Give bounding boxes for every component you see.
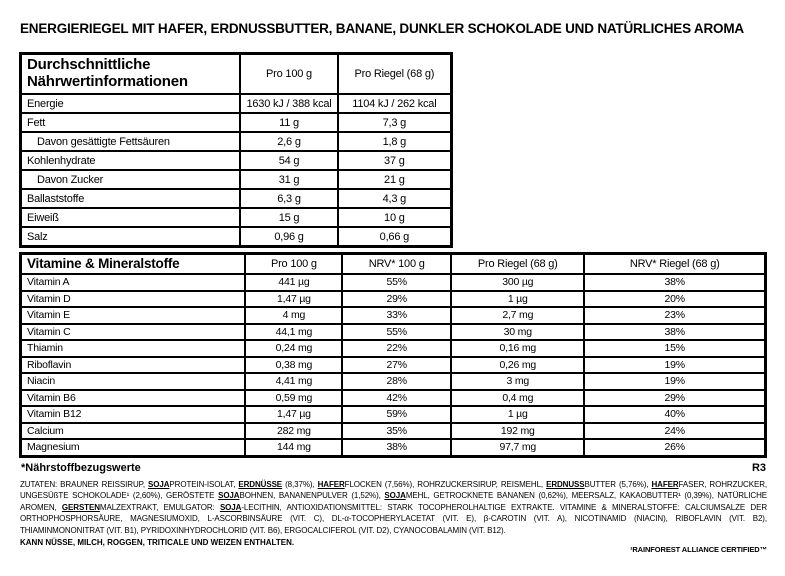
certification-note: ¹RAINFOREST ALLIANCE CERTIFIED™ [629, 545, 767, 554]
allergen-term: SOJA [384, 491, 406, 501]
table-row [21, 423, 766, 440]
row-value: 59% [342, 406, 451, 423]
vitamins-minerals-table [19, 252, 767, 458]
row-value: 11 g [240, 113, 337, 132]
ingredient-text-segment: -LECITHIN, ANTIOXIDATIONSMITTEL: STARK TOCOPHEROLHALTIGE EXTRAKTE. VITAMINE & MINERALSTOFFE: CALCIUMSALZE DER ORTHOPHOSPHORSÄURE, MAGNESIUMOXID, L-ASCORBINSÄURE (VIT. C), DL-α-TOCOPHERYLACETAT (VIT. E), β-CAROTIN (VIT. A), NICOTINAMID (NIACIN), RIBOFLAVIN (VIT. B2), THIAMINMONONITRAT (VIT. B1), PYRIDOXINHYDROCHLORID (VIT. B6), ERGOCALCIFEROL (VIT. D2), CYANOCOBALAMIN (VIT. B12). [20, 502, 768, 535]
table-row [21, 170, 452, 189]
row-value: 31 g [240, 170, 337, 189]
row-value: 3 mg [451, 373, 584, 390]
row-value: 192 mg [451, 423, 584, 440]
table-row [21, 113, 452, 132]
row-value: 27% [342, 357, 451, 374]
ingredient-text-segment: PROTEIN-ISOLAT, [169, 479, 239, 489]
row-value: 1,8 g [338, 132, 452, 151]
column-header: Pro 100 g [240, 54, 337, 95]
ingredient-text-segment: BUTTER (5,76%), [584, 479, 652, 489]
table-row [21, 208, 452, 227]
table-row [21, 291, 766, 308]
row-value: 1 µg [451, 291, 584, 308]
row-value: 40% [584, 406, 765, 423]
allergen-term: HAFER [317, 479, 345, 489]
nrv-footnote: *Nährstoffbezugswerte [21, 461, 141, 474]
table-row [21, 132, 452, 151]
table-row [21, 324, 766, 341]
ingredient-text-segment: ZUTATEN: BRAUNER REISSIRUP, [20, 479, 149, 489]
row-label: Vitamin E [21, 307, 246, 324]
nutrition-table [19, 52, 453, 248]
row-value: 29% [342, 291, 451, 308]
row-label: Vitamin B12 [21, 406, 246, 423]
row-value: 35% [342, 423, 451, 440]
table-row [21, 406, 766, 423]
row-label: Eiweiß [21, 208, 241, 227]
product-title: ENERGIERIEGEL MIT HAFER, ERDNUSSBUTTER, BANANE, DUNKLER SCHOKOLADE UND NATÜRLICHES AROMA [20, 21, 744, 36]
ingredient-text-segment: FASER, ROHRZUCKER, UNGESÜßTE SCHOKOLADE¹ (2,60%), GERÖSTETE [20, 479, 768, 501]
table-row [21, 390, 766, 407]
nutrition-table-header-row [21, 54, 452, 95]
row-value: 23% [584, 307, 765, 324]
row-label: Calcium [21, 423, 246, 440]
table-row [21, 307, 766, 324]
row-value: 15% [584, 340, 765, 357]
allergen-term: SOJA [219, 502, 242, 512]
row-value: 282 mg [245, 423, 342, 440]
row-value: 2,7 mg [451, 307, 584, 324]
column-header: Durchschnittliche Nährwertinformationen [21, 54, 241, 95]
row-label: Thiamin [21, 340, 246, 357]
row-label: Magnesium [21, 439, 246, 456]
row-value: 4,3 g [338, 189, 452, 208]
row-value: 0,24 mg [245, 340, 342, 357]
row-value: 6,3 g [240, 189, 337, 208]
column-header: Pro Riegel (68 g) [338, 54, 452, 95]
row-value: 44,1 mg [245, 324, 342, 341]
ingredient-text-segment: BOHNEN, BANANENPULVER (1,52%), [239, 491, 385, 501]
row-value: 19% [584, 373, 765, 390]
vitamins-table-header-row [21, 254, 766, 275]
row-value: 26% [584, 439, 765, 456]
row-value: 55% [342, 324, 451, 341]
row-value: 19% [584, 357, 765, 374]
row-value: 21 g [338, 170, 452, 189]
allergen-note: KANN NÜSSE, MILCH, ROGGEN, TRITICALE UND WEIZEN ENTHALTEN. [20, 538, 295, 548]
row-value: 55% [342, 274, 451, 291]
row-value: 28% [342, 373, 451, 390]
row-label: Vitamin C [21, 324, 246, 341]
row-value: 38% [342, 439, 451, 456]
row-value: 30 mg [451, 324, 584, 341]
row-label: Riboflavin [21, 357, 246, 374]
row-value: 1630 kJ / 388 kcal [240, 94, 337, 113]
row-label: Vitamin B6 [21, 390, 246, 407]
row-label: Vitamin A [21, 274, 246, 291]
row-value: 54 g [240, 151, 337, 170]
row-value: 0,38 mg [245, 357, 342, 374]
row-value: 38% [584, 274, 765, 291]
row-label: Vitamin D [21, 291, 246, 308]
row-value: 22% [342, 340, 451, 357]
ingredient-text-segment: (8,37%), [282, 479, 318, 489]
row-value: 1,47 µg [245, 291, 342, 308]
column-header: Pro Riegel (68 g) [451, 254, 584, 275]
row-label: Fett [21, 113, 241, 132]
ingredient-text-segment: MEHL, GETROCKNETE BANANEN (0,62%), MEERSALZ, KAKAOBUTTER¹ (0,39%), NATÜRLICHE AROMEN, [20, 491, 767, 512]
row-value: 1 µg [451, 406, 584, 423]
row-value: 0,4 mg [451, 390, 584, 407]
row-value: 2,6 g [240, 132, 337, 151]
column-header: Vitamine & Mineralstoffe [21, 254, 246, 275]
column-header: NRV* 100 g [342, 254, 451, 275]
row-value: 144 mg [245, 439, 342, 456]
row-value: 33% [342, 307, 451, 324]
row-value: 97,7 mg [451, 439, 584, 456]
row-value: 441 µg [245, 274, 342, 291]
table-row [21, 151, 452, 170]
row-label: Salz [21, 227, 241, 247]
row-label: Energie [21, 94, 241, 113]
allergen-term: SOJA [148, 479, 170, 489]
allergen-term: GERSTEN [61, 502, 100, 512]
row-value: 1104 kJ / 262 kcal [338, 94, 452, 113]
row-value: 7,3 g [338, 113, 452, 132]
table-footnote-row [21, 462, 766, 474]
row-value: 0,66 g [338, 227, 452, 247]
row-value: 0,59 mg [245, 390, 342, 407]
allergen-term: ERDNÜSSE [238, 479, 283, 489]
table-row [21, 189, 452, 208]
table-row [21, 94, 452, 113]
row-value: 20% [584, 291, 765, 308]
table-row [21, 357, 766, 374]
table-row [21, 340, 766, 357]
table-row [21, 373, 766, 390]
row-value: 0,16 mg [451, 340, 584, 357]
allergen-term: HAFER [651, 479, 679, 489]
row-value: 1,47 µg [245, 406, 342, 423]
row-value: 0,96 g [240, 227, 337, 247]
table-row [21, 439, 766, 456]
column-header: Pro 100 g [245, 254, 342, 275]
row-value: 15 g [240, 208, 337, 227]
column-header: NRV* Riegel (68 g) [584, 254, 765, 275]
row-value: 24% [584, 423, 765, 440]
row-value: 38% [584, 324, 765, 341]
ingredient-text-segment: FLOCKEN (7,56%), ROHRZUCKERSIRUP, REISMEHL, [344, 479, 547, 489]
allergen-term: SOJA [218, 491, 240, 501]
table-row [21, 227, 452, 247]
allergen-term: ERDNUSS [546, 479, 585, 489]
row-value: 0,26 mg [451, 357, 584, 374]
table-row [21, 274, 766, 291]
row-value: 4 mg [245, 307, 342, 324]
row-label: Kohlenhydrate [21, 151, 241, 170]
row-value: 42% [342, 390, 451, 407]
row-label: Niacin [21, 373, 246, 390]
row-value: 37 g [338, 151, 452, 170]
ingredient-text-segment: MALZEXTRAKT, EMULGATOR: [99, 502, 220, 512]
ingredients-text [20, 479, 767, 537]
row-value: 4,41 mg [245, 373, 342, 390]
row-label: Davon gesättigte Fettsäuren [21, 132, 241, 151]
batch-code: R3 [751, 461, 766, 474]
row-value: 29% [584, 390, 765, 407]
row-value: 10 g [338, 208, 452, 227]
row-label: Davon Zucker [21, 170, 241, 189]
row-label: Ballaststoffe [21, 189, 241, 208]
row-value: 300 µg [451, 274, 584, 291]
